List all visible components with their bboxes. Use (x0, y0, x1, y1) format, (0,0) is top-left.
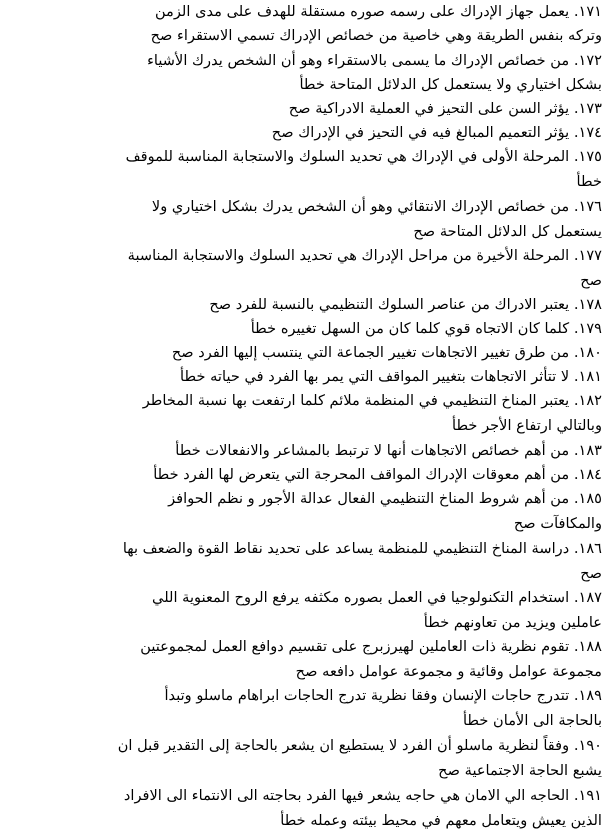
item-189-line-2: بالحاجة الى الأمان خطأ (462, 712, 602, 729)
item-175-line-2: خطأ (576, 173, 602, 190)
item-188-line-1: ١٨٨. تقوم نظرية ذات العاملين لهيرزبرج على تقسيم دوافع العمل لمجموعتين (140, 638, 602, 655)
item-171-line-1: ١٧١. يعمل جهاز الإدراك على رسمه صوره مستقلة للهدف على مدى الزمن (154, 3, 602, 20)
item-185-line-2: والمكافآت صح (513, 515, 602, 532)
item-186-line-2: صح (580, 565, 602, 582)
item-177-line-1: ١٧٧. المرحلة الأخيرة من مراحل الإدراك هي تحديد السلوك والاستجابة المناسبة (127, 247, 602, 264)
item-190-line-1: ١٩٠. وفقاً لنظرية ماسلو أن الفرد لا يستطيع ان يشعر بالحاجة إلى التقدير قبل ان (117, 737, 602, 754)
item-173-line: ١٧٣. يؤثر السن على التحيز في العملية الادراكية صح (288, 100, 602, 117)
item-191-line-2: الذين يعيش ويتعامل معهم في محيط بيئته وعمله خطأ (280, 812, 602, 829)
item-179-line: ١٧٩. كلما كان الاتجاه قوي كلما كان من السهل تغييره خطأ (250, 320, 602, 337)
item-191-line-1: ١٩١. الحاجه الي الامان هي حاجه يشعر فيها الفرد بحاجته الى الانتماء الى الافراد (123, 787, 602, 804)
item-187-line-2: عاملين ويزيد من تعاونهم خطأ (423, 614, 602, 631)
item-176-line-2: يستعمل كل الدلائل المتاحة صح (413, 223, 602, 240)
item-186-line-1: ١٨٦. دراسة المناخ التنظيمي للمنظمة يساعد على تحديد نقاط القوة والضعف بها (122, 540, 602, 557)
item-190-line-2: يشبع الحاجة الاجتماعية صح (438, 762, 602, 779)
item-183-line: ١٨٣. من أهم خصائص الاتجاهات أنها لا ترتبط بالمشاعر والانفعالات خطأ (175, 442, 602, 459)
item-178-line: ١٧٨. يعتبر الادراك من عناصر السلوك التنظيمي بالنسبة للفرد صح (209, 296, 602, 313)
item-171-line-2: وتركه بنفس الطريقة وهي خاصية من خصائص الإدراك تسمي الاستقراء صح (150, 27, 602, 44)
item-188-line-2: مجموعة عوامل وقائية و مجموعة عوامل دافعه صح (295, 663, 602, 680)
item-181-line: ١٨١. لا تتأثر الاتجاهات بتغيير المواقف التي يمر بها الفرد في حياته خطأ (180, 368, 602, 385)
item-189-line-1: ١٨٩. تتدرج حاجات الإنسان وفقا نظرية تدرج الحاجات ابراهام ماسلو وتبدأ (164, 687, 602, 704)
item-172-line-2: بشكل اختياري ولا يستعمل كل الدلائل المتاحة خطأ (299, 76, 602, 93)
item-185-line-1: ١٨٥. من أهم شروط المناخ التنظيمي الفعال عدالة الأجور و نظم الحوافز (168, 490, 602, 507)
item-176-line-1: ١٧٦. من خصائص الإدراك الانتقائي وهو أن الشخص يدرك بشكل اختياري ولا (151, 198, 602, 215)
item-177-line-2: صح (580, 272, 602, 289)
item-180-line: ١٨٠. من طرق تغيير الاتجاهات تغيير الجماعة التي ينتسب إليها الفرد صح (171, 344, 602, 361)
item-175-line-1: ١٧٥. المرحلة الأولى في الإدراك هي تحديد السلوك والاستجابة المناسبة للموقف (125, 148, 602, 165)
item-174-line: ١٧٤. يؤثر التعميم المبالغ فيه في التحيز في الإدراك صح (271, 124, 602, 141)
item-172-line-1: ١٧٢. من خصائص الإدراك ما يسمى بالاستقراء وهو أن الشخص يدرك الأشياء (147, 52, 602, 69)
item-184-line: ١٨٤. من أهم معوقات الإدراك المواقف المحرجة التي يتعرض لها الفرد خطأ (153, 466, 602, 483)
item-182-line-2: وبالتالي ارتفاع الأجر خطأ (452, 417, 602, 434)
item-182-line-1: ١٨٢. يعتبر المناخ التنظيمي في المنظمة ملائم كلما ارتفعت بها نسبة المخاطر (142, 392, 602, 409)
item-187-line-1: ١٨٧. استخدام التكنولوجيا في العمل بصوره مكثفه يرفع الروح المعنوية اللي (152, 589, 602, 606)
